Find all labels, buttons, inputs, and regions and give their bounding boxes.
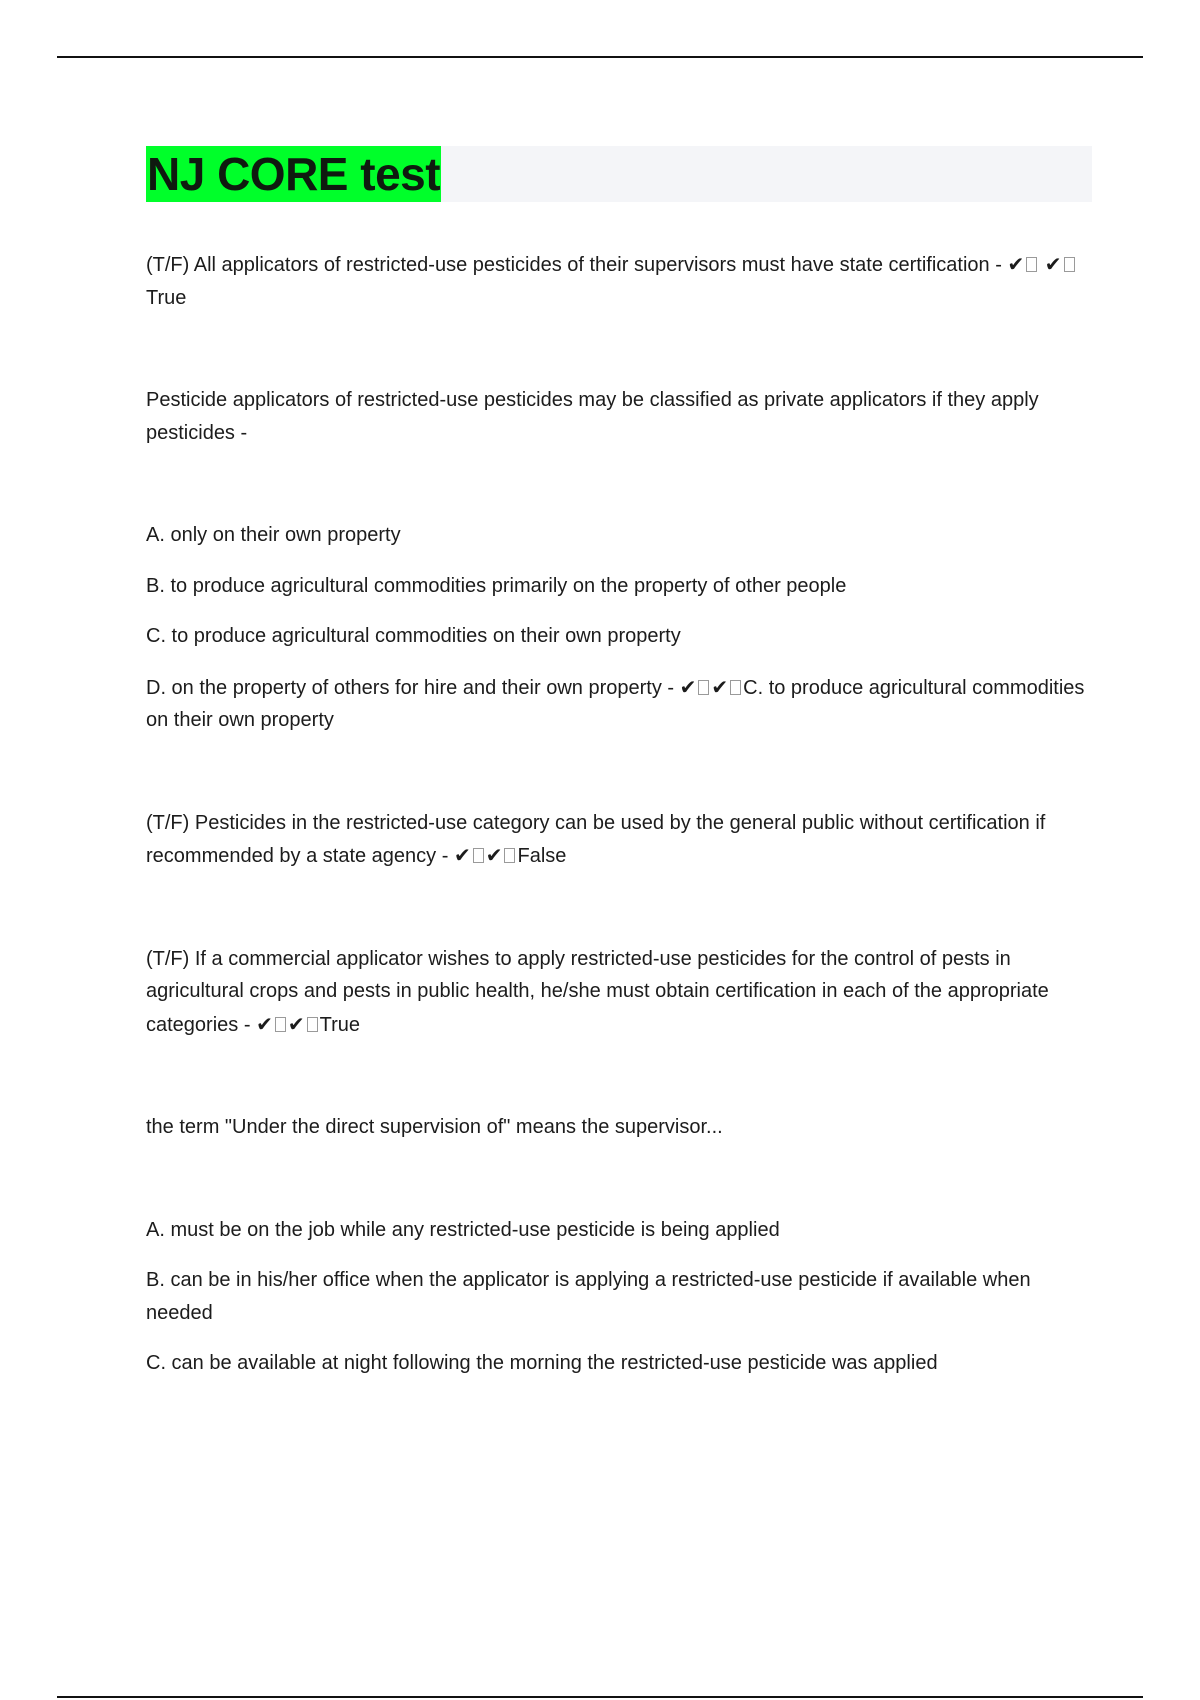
question-1 (146, 248, 1086, 314)
box-icon (730, 680, 741, 695)
option-b: B. can be in his/her office when the applicator is applying a restricted-use pesticide if available when needed (146, 1269, 1031, 1324)
answer: C. to produce agricultural commodities on their own property (146, 676, 1085, 731)
option-a: A. must be on the job while any restricted-use pesticide is being applied (146, 1218, 780, 1241)
box-icon (307, 1017, 318, 1032)
box-icon (504, 848, 515, 863)
document-body (146, 248, 1086, 1380)
box-icon (1026, 257, 1037, 272)
question-2-options (146, 519, 1086, 737)
question-5: the term "Under the direct supervision of" means the supervisor... (146, 1116, 723, 1138)
question-text: (T/F) All applicators of restricted-use pesticides of their supervisors must have state certification - (146, 254, 1002, 276)
question-3 (146, 807, 1086, 873)
question-text: (T/F) If a commercial applicator wishes to apply restricted-use pesticides for the control of pests in agricultural crops and pests in public health, he/she must obtain certification in each of the appropriate categories - (146, 947, 1049, 1036)
option-b: B. to produce agricultural commodities primarily on the property of other people (146, 574, 847, 597)
checkmark-icon: ✔ (679, 674, 697, 699)
checkmark-icon: ✔ (256, 1011, 273, 1036)
document-title: NJ CORE test (147, 148, 441, 200)
option-d (146, 671, 1086, 737)
footer-rule (57, 1696, 1143, 1698)
option-text: D. on the property of others for hire and their own property - (146, 676, 675, 699)
answer: True (319, 1013, 360, 1036)
option-a: A. only on their own property (146, 524, 401, 546)
question-text: (T/F) Pesticides in the restricted-use category can be used by the general public without certification if recommended by a state agency - (146, 811, 1046, 867)
question-4 (146, 943, 1086, 1042)
question-5-options (146, 1214, 1086, 1380)
option-c: C. to produce agricultural commodities on their own property (146, 625, 681, 647)
box-icon (1064, 257, 1075, 272)
question-2: Pesticide applicators of restricted-use pesticides may be classified as private applicators if they apply pesticides - (146, 389, 1039, 444)
checkmark-icon: ✔ (287, 1011, 305, 1036)
header-rule (57, 56, 1143, 58)
checkmark-icon: ✔ (453, 843, 471, 867)
box-icon (473, 848, 484, 863)
checkmark-icon: ✔ (1044, 252, 1062, 276)
checkmark-icon: ✔ (1007, 252, 1025, 276)
answer: False (517, 845, 567, 867)
checkmark-icon: ✔ (485, 843, 503, 867)
option-c: C. can be available at night following the morning the restricted-use pesticide was applied (146, 1352, 938, 1374)
box-icon (698, 680, 709, 695)
answer: True (146, 286, 187, 309)
box-icon (275, 1017, 286, 1032)
checkmark-icon: ✔ (711, 674, 729, 699)
